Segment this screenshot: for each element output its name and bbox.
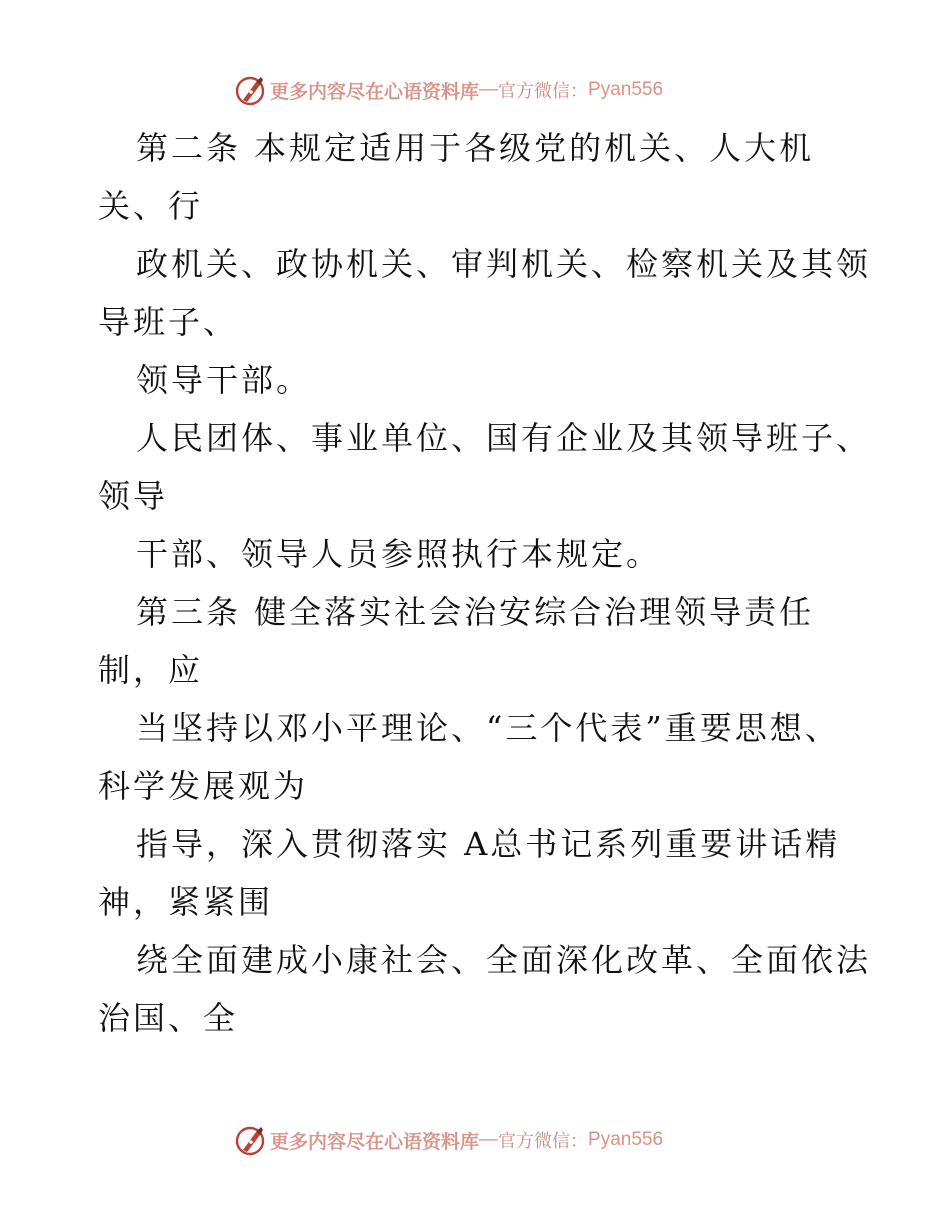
text-line: 指导，深入贯彻落实 A总书记系列重要讲话精 xyxy=(136,825,841,863)
text-line: 第三条 健全落实社会治安综合治理领导责任 xyxy=(136,593,815,631)
text-line: 导班子、 xyxy=(98,303,239,341)
banner-wechat-id: Pyan556 xyxy=(588,79,664,100)
text-line: 政机关、政协机关、审判机关、检察机关及其领 xyxy=(136,245,872,283)
banner-wechat-label: 官方微信： xyxy=(498,81,589,102)
footer-watermark-banner xyxy=(234,1122,734,1158)
text-line: 领导干部。 xyxy=(136,361,312,399)
text-line: 人民团体、事业单位、国有企业及其领导班子、 xyxy=(136,419,872,457)
pen-nib-logo-icon xyxy=(234,74,266,106)
text-line: 干部、领导人员参照执行本规定。 xyxy=(136,535,662,573)
text-line: 领导 xyxy=(98,477,169,515)
banner-dash: — xyxy=(479,1129,499,1150)
text-line: 第二条 本规定适用于各级党的机关、人大机 xyxy=(136,129,815,167)
header-watermark-banner xyxy=(234,72,734,108)
text-line: 绕全面建成小康社会、全面深化改革、全面依法 xyxy=(136,941,872,979)
text-line: 当坚持以邓小平理论、“三个代表”重要思想、 xyxy=(136,709,840,747)
text-line: 神，紧紧围 xyxy=(98,883,274,921)
text-line: 科学发展观为 xyxy=(98,767,309,805)
banner-main-text: 更多内容尽在心语资料库 xyxy=(270,1130,480,1153)
banner-wechat-label: 官方微信： xyxy=(498,1131,589,1152)
text-line: 治国、全 xyxy=(98,999,239,1037)
banner-wechat-id: Pyan556 xyxy=(588,1129,664,1150)
text-line: 关、行 xyxy=(98,187,204,225)
pen-nib-logo-icon xyxy=(234,1124,266,1156)
text-line: 制，应 xyxy=(98,651,204,689)
banner-main-text: 更多内容尽在心语资料库 xyxy=(270,80,480,103)
banner-dash: — xyxy=(479,79,499,100)
